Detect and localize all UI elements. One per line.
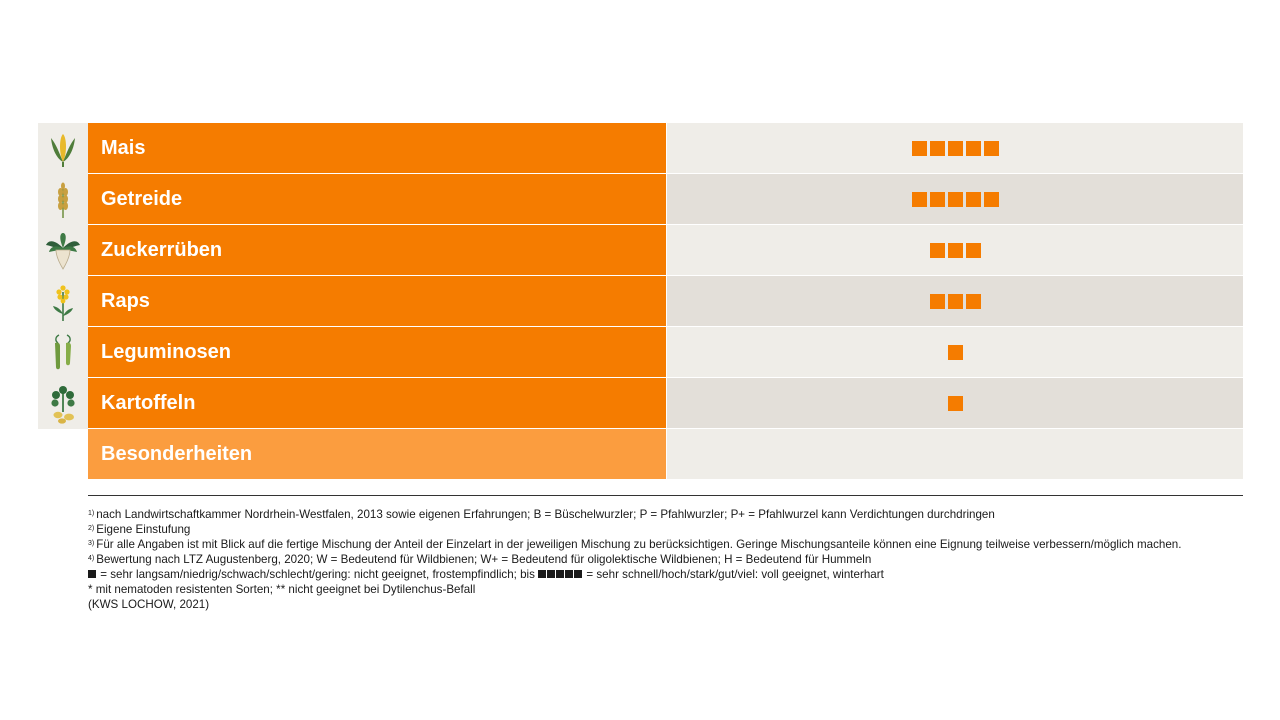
- rating-square: [948, 294, 963, 309]
- source-note: (KWS LOCHOW, 2021): [88, 598, 210, 611]
- rating-square: [930, 294, 945, 309]
- rating-cell: [667, 429, 1243, 479]
- rating-square: [912, 141, 927, 156]
- footnote-4: [88, 552, 1248, 567]
- rating-cell: [667, 327, 1243, 377]
- rating-square: [966, 243, 981, 258]
- legend-low-text: = sehr langsam/niedrig/schwach/schlecht/gering: nicht geeignet, frostempfindlich; bis: [100, 568, 535, 581]
- rating-square: [948, 243, 963, 258]
- table-row-raps: [88, 276, 1243, 327]
- rating-legend: [88, 567, 1248, 582]
- rating-square: [912, 192, 927, 207]
- footnote-3: [88, 537, 1248, 552]
- grain-icon: [38, 174, 88, 225]
- table-row-leguminosen: [88, 327, 1243, 378]
- rating-square-icon: [88, 570, 96, 578]
- row-label: Besonderheiten: [88, 429, 666, 479]
- footnote-2: [88, 522, 1248, 537]
- row-label: Kartoffeln: [88, 378, 666, 428]
- footnote-text: Bewertung nach LTZ Augustenberg, 2020; W = Bedeutend für Wildbienen; W+ = Bedeutend für oligolektische Wildbienen; H = Bedeutend für Hummeln: [96, 553, 872, 566]
- row-label: Getreide: [88, 174, 666, 224]
- rating-square: [930, 192, 945, 207]
- row-label: Raps: [88, 276, 666, 326]
- footnote-5: * mit nematoden resistenten Sorten; ** nicht geeignet bei Dytilenchus-Befall: [88, 583, 476, 596]
- rating-square: [948, 345, 963, 360]
- rating-cell: [667, 174, 1243, 224]
- footnote-marker: 2): [88, 525, 95, 532]
- rating-cell: [667, 378, 1243, 428]
- rating-square: [966, 141, 981, 156]
- rating-square: [966, 294, 981, 309]
- footnote-text: Eigene Einstufung: [96, 523, 191, 536]
- footnotes: [88, 507, 1248, 612]
- table-row-getreide: [88, 174, 1243, 225]
- rating-square: [984, 141, 999, 156]
- legend-high-text: = sehr schnell/hoch/stark/gut/viel: voll geeignet, winterhart: [586, 568, 884, 581]
- rating-square: [948, 396, 963, 411]
- rating-cell: [667, 276, 1243, 326]
- footnote-1: [88, 507, 1248, 522]
- rapeseed-icon: [38, 276, 88, 327]
- legume-icon: [38, 327, 88, 378]
- footnote-text: Für alle Angaben ist mit Blick auf die fertige Mischung der Anteil der Einzelart in der jeweiligen Mischung zu berücksichtigen. Geringe Mischungsanteile können eine Eignung teilweise verbessern/möglich machen.: [96, 538, 1182, 551]
- potato-icon: [38, 378, 88, 429]
- footnote-text: nach Landwirtschaftkammer Nordrhein-Westfalen, 2013 sowie eigenen Erfahrungen; B = Büschelwurzler; P = Pfahlwurzler; P+ = Pfahlwurzel kann Verdichtungen durchdringen: [96, 508, 995, 521]
- corn-icon: [38, 123, 88, 174]
- table-row-mais: [88, 123, 1243, 174]
- footnote-marker: 3): [88, 540, 95, 547]
- rating-scale-icon: [538, 568, 583, 581]
- rating-square: [930, 141, 945, 156]
- table-row-zuckerrueben: [88, 225, 1243, 276]
- table-row-kartoffeln: [88, 378, 1243, 429]
- rating-square: [984, 192, 999, 207]
- footnote-marker: 4): [88, 555, 95, 562]
- footnote-marker: 1): [88, 510, 95, 517]
- row-label: Mais: [88, 123, 666, 173]
- rating-square: [966, 192, 981, 207]
- rating-square: [948, 141, 963, 156]
- crop-icon-column: [38, 123, 88, 429]
- rating-square: [930, 243, 945, 258]
- row-label: Leguminosen: [88, 327, 666, 377]
- table-row-besonderheiten: [88, 429, 1243, 480]
- rating-square: [948, 192, 963, 207]
- footnote-divider: [88, 495, 1243, 496]
- sugar-beet-icon: [38, 225, 88, 276]
- rating-cell: [667, 123, 1243, 173]
- rating-cell: [667, 225, 1243, 275]
- row-label: Zuckerrüben: [88, 225, 666, 275]
- crop-rating-table: [88, 123, 1243, 480]
